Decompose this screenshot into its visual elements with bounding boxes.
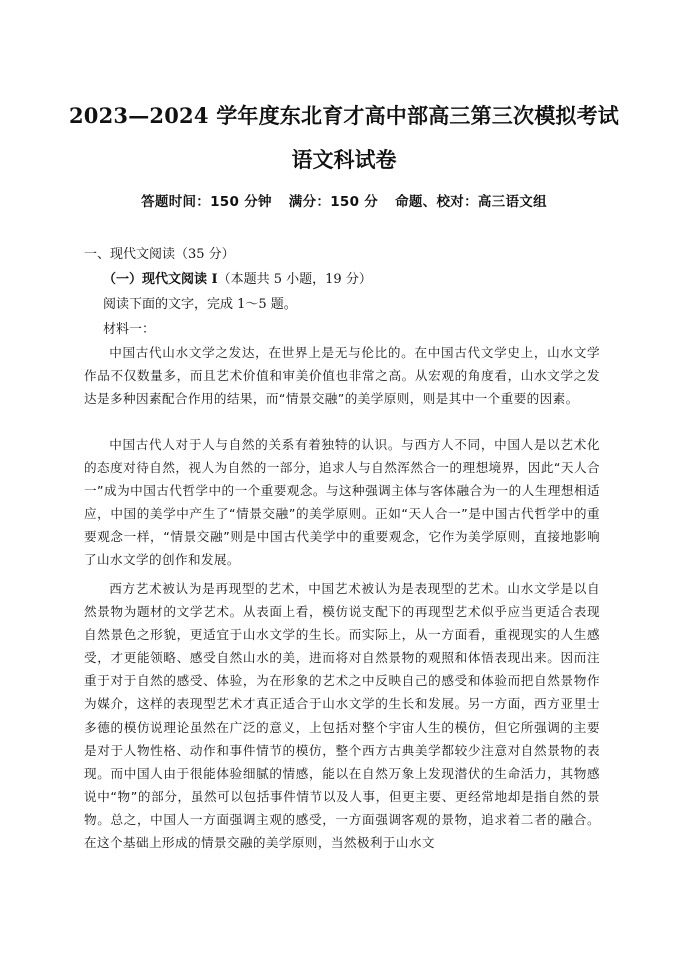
reading-instruction: 阅读下面的文字，完成 1～5 题。 xyxy=(103,297,297,312)
exam-time: 答题时间：150 分钟 xyxy=(141,194,272,210)
material-label: 材料一： xyxy=(103,322,156,337)
paragraph: 西方艺术被认为是再现型的艺术，中国艺术被认为是表现型的艺术。山水文学是以自然景物为题材的文学艺术。从表面上看，模仿说支配下的再现型艺术似乎应当更适合表现自然景色之形貌，更适宜于山水文学的生长。而实际上，从一方面看，重视现实的人生感受，才更能领略、感受自然山水的美，进而将对自然景物的观照和体悟表现出来。因而注重于对于自然的感受、体验，为在形象的艺术之中反映自己的感受和体验而把自然景物作为媒介，这样的表现型艺术才真正适合于山水文学的生长和发展。另一方面，西方亚里士多德的模仿说理论虽然在广泛的意义，上包括对整个宇宙人生的模仿，但它所强调的主要是对于人物性格、动作和事件情节的模仿，整个西方古典美学都较少注意对自然景物的表现。而中国人由于很能体验细腻的情感，能以在自然万象上发现潜伏的生命活力，其物感说中“物”的部分，虽然可以包括事件情节以及人事，但更主要、更经常地却是指自然的景物。总之，中国人一方面强调主观的感受，一方面强调客观的景物，追求着二者的融合。在这个基础上形成的情景交融的美学原则，当然极利于山水文 xyxy=(84,581,600,851)
paragraph: 中国古代山水文学之发达，在世界上是无与伦比的。在中国古代文学史上，山水文学作品不仅数量多，而且艺术价值和审美价值也非常之高。从宏观的角度看，山水文学之发达是多种因素配合作用的结果，而“情景交融”的美学原则，则是其中一个重要的因素。 xyxy=(84,345,600,407)
subsection-title: （一）现代文阅读 I xyxy=(103,272,218,287)
exam-score: 满分：150 分 xyxy=(288,194,379,210)
exam-meta xyxy=(0,190,688,210)
subsection-note: （本题共 5 小题，19 分） xyxy=(217,272,372,287)
exam-authors: 命题、校对：高三语文组 xyxy=(395,194,547,210)
section-heading: 一、现代文阅读（35 分） xyxy=(84,247,235,262)
exam-title: 2023—2024 学年度东北育才高中部高三第三次模拟考试 xyxy=(68,103,619,128)
exam-subtitle: 语文科试卷 xyxy=(291,147,397,172)
paragraph: 中国古代人对于人与自然的关系有着独特的认识。与西方人不同，中国人是以艺术化的态度对待自然，视人为自然的一部分，追求人与自然浑然合一的理想境界，因此“天人合一”成为中国古代哲学中的一个重要观念。与这种强调主体与客体融合为一的人生理想相适应，中国的美学中产生了“情景交融”的美学原则。正如“天人合一”是中国古代哲学中的重要观念一样，“情景交融”则是中国古代美学中的重要观念，它作为美学原则，直接地影响了山水文学的创作和发展。 xyxy=(84,437,600,568)
subsection-heading xyxy=(103,269,372,291)
